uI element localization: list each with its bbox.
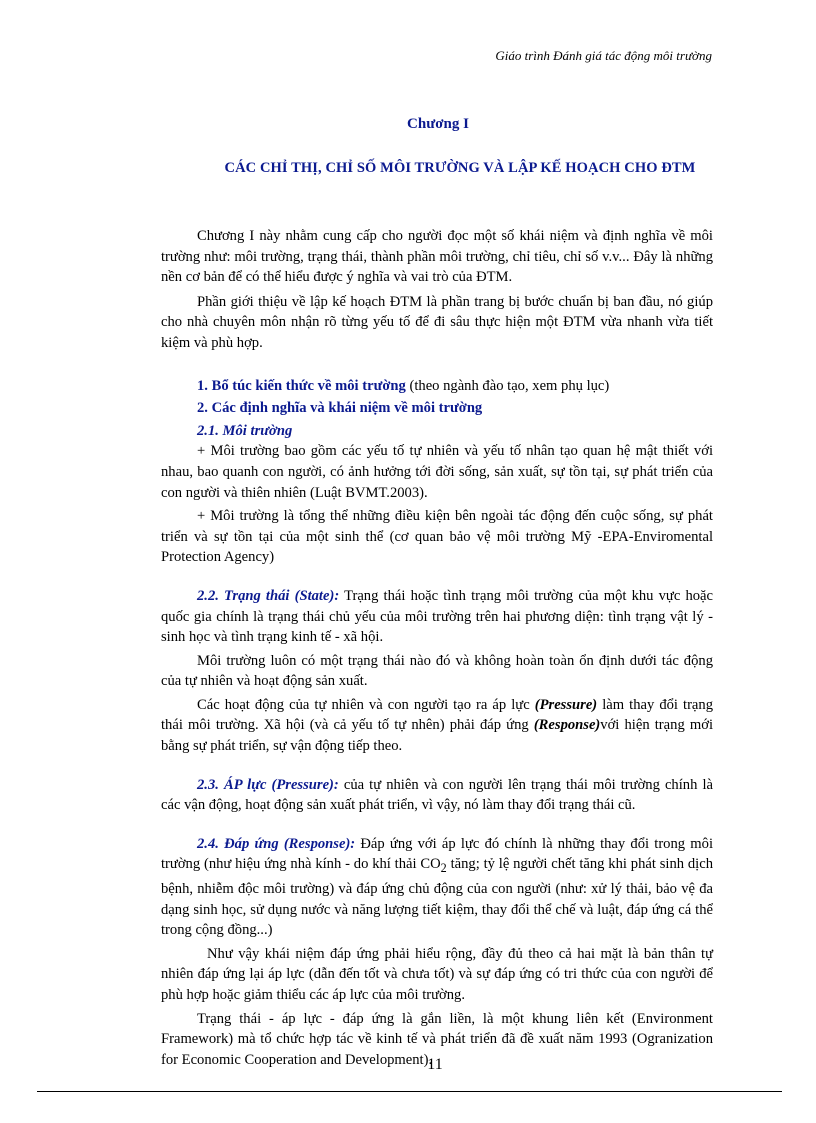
page-body bbox=[161, 226, 713, 1070]
section-2-1 bbox=[161, 421, 713, 442]
section-1-heading: 1. Bổ túc kiến thức về môi trường bbox=[197, 377, 406, 394]
chapter-title: CÁC CHỈ THỊ, CHỈ SỐ MÔI TRƯỜNG VÀ LẬP KẾ HOẠCH CHO ĐTM bbox=[224, 160, 696, 176]
section-2-2-paragraph-3: Các hoạt động của tự nhiên và con người tạo ra áp lực (Pressure) làm thay đổi trạng thái môi trường. Xã hội (và cả yếu tố tự nhên) phải đáp ứng (Response)với hiện trạng mới bằng sự phát triển, sự vận động tiếp theo. bbox=[161, 696, 713, 755]
section-2-4-paragraph-3: Trạng thái - áp lực - đáp ứng là gắn liền, là một khung liên kết (Environment Framework) mà tổ chức hợp tác về kinh tế và phát triển đã đề xuất năm 1993 (Ogranization for Economic Cooperation and Development). bbox=[161, 1010, 713, 1068]
section-2-1-paragraph-1: + Môi trường bao gồm các yếu tố tự nhiên và yếu tố nhân tạo quan hệ mật thiết với nhau, bao quanh con người, có ảnh hưởng tới đời sống, sản xuất, sự tồn tại, sự phát triển của con người và thiên nhiên (Luật BVMT.2003). bbox=[161, 443, 713, 501]
footer-rule bbox=[37, 1091, 782, 1092]
page-number: 11 bbox=[427, 1056, 443, 1073]
section-2-4-paragraph-2: Như vậy khái niệm đáp ứng phải hiểu rộng, đầy đủ theo cả hai mặt là bản thân tự nhiên đáp ứng lại áp lực (dẫn đến tốt và chưa tốt) và sự đáp ứng có tri thức của con người để phù hợp hoặc giảm thiểu các áp lực của môi trường. bbox=[161, 945, 713, 1003]
section-2-3-paragraph: 2.3. ÁP lực (Pressure): của tự nhiên và con người lên trạng thái môi trường chính là các vận động, hoạt động sản xuất phát triển, vì vậy, nó làm thay đổi trạng thái cũ. bbox=[161, 776, 713, 814]
section-2-4-heading: 2.4. Đáp ứng (Response): bbox=[197, 835, 356, 852]
running-header: Giáo trình Đánh giá tác động môi trường bbox=[495, 48, 712, 63]
chapter-label: Chương I bbox=[407, 116, 469, 132]
section-2-1-paragraph-2: + Môi trường là tổng thể những điều kiện bên ngoài tác động đến cuộc sống, sự phát triển và sự tồn tại của một sinh thể (cơ quan bảo vệ môi trường Mỹ -EPA-Enviromental Protection Agency) bbox=[161, 508, 713, 566]
section-2-2-heading: 2.2. Trạng thái (State): bbox=[197, 587, 340, 604]
section-2-2-paragraph-2: Môi trường luôn có một trạng thái nào đó và không hoàn toàn ổn định dưới tác động của tự nhiên và hoạt động sản xuất. bbox=[161, 652, 713, 690]
section-2-4-paragraph-1: 2.4. Đáp ứng (Response): Đáp ứng với áp lực đó chính là những thay đổi trong môi trường (như hiệu ứng nhà kính - do khí thải $CO_2$ tăng; tỷ lệ người chết tăng khi phát sinh dịch bệnh, nhiễm độc môi trường) và đáp ứng chủ động của con người (như: xử lý thải, bảo vệ đa dạng sinh học, sử dụng nước và năng lượng tiết kiệm, thay đổi thể chế và luật, đáp ứng cá thể trong cộng đồng...) bbox=[161, 835, 714, 939]
section-2-2-paragraph-1: 2.2. Trạng thái (State): Trạng thái hoặc tình trạng môi trường của một khu vực hoặc quốc gia chính là trạng thái chủ yếu của môi trường trên hai phương diện: tình trạng vật lý - sinh học và tình trạng kinh tế - xã hội. bbox=[161, 587, 713, 646]
section-2-heading: 2. Các định nghĩa và khái niệm về môi trường bbox=[197, 400, 483, 417]
section-2 bbox=[161, 398, 713, 419]
section-1-note: (theo ngành đào tạo, xem phụ lục) bbox=[405, 377, 610, 394]
section-2-3-heading: 2.3. ÁP lực (Pressure): bbox=[197, 776, 339, 793]
intro-paragraph-2: Phần giới thiệu về lập kế hoạch ĐTM là phần trang bị bước chuẩn bị ban đầu, nó giúp cho nhà chuyên môn nhận rõ từng yếu tố để đi sâu thực hiện một ĐTM vừa nhanh vừa tiết kiệm và phù hợp. bbox=[161, 293, 713, 351]
intro-paragraph-1: Chương I này nhằm cung cấp cho người đọc một số khái niệm và định nghĩa về môi trường như: môi trường, trạng thái, thành phần môi trường, chỉ tiêu, chỉ số v.v... Đây là những nền cơ bản để có thể hiểu được ý nghĩa và vai trò của ĐTM. bbox=[161, 228, 713, 286]
section-2-1-heading: 2.1. Môi trường bbox=[197, 422, 293, 439]
section-1 bbox=[161, 376, 713, 397]
